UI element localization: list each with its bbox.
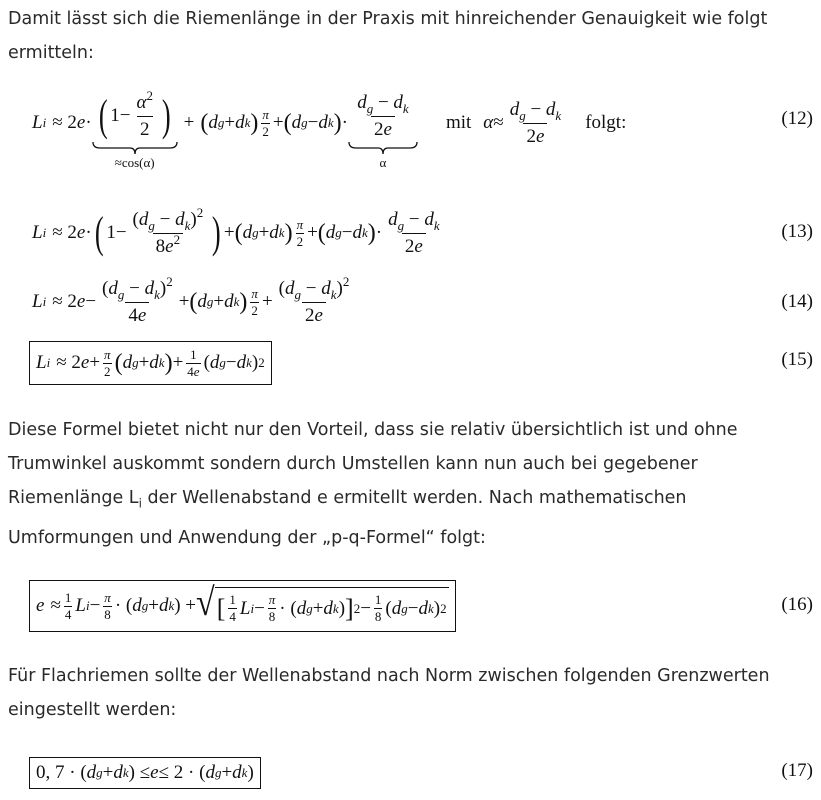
paragraph-intro-line1: Damit lässt sich die Riemenlänge in der Praxis mit hinreichender Genauigkeit wie folgt xyxy=(8,9,768,29)
brace-cos-alpha: ( 1− $\frac{\alpha^2}{2}$ ) ≈cos(α) xyxy=(92,92,178,155)
equation-13: L i ≈ 2 e · ( 1− $\frac{(d_g - d_k)^2}{8e^2}$ ) + ( d g + d k ) $\frac{\pi}{2}$ + ( d g − d k ) · $\frac{d_g - d_k}{2e}$ xyxy=(32,204,440,257)
paragraph-intro xyxy=(8,2,767,70)
equation-number-16: (16) xyxy=(781,594,813,615)
underbrace-icon xyxy=(92,141,178,155)
paragraph-line: eingestellt werden: xyxy=(8,700,177,720)
equation-number-15: (15) xyxy=(781,349,813,370)
equation-number-12: (12) xyxy=(781,108,813,129)
line3-post: der Wellenabstand e ermitellt werden. Nach mathematischen xyxy=(141,488,687,508)
eq12-folgt: folgt: xyxy=(585,112,627,133)
paragraph-intro-line2: ermitteln: xyxy=(8,43,94,63)
equation-15-boxed: L i ≈ 2 e + $\frac{\pi}{2}$ ( d g + d k ) + $\frac{1}{4e}$ ( d g − d k ) 2 xyxy=(29,341,272,385)
brace-label-cos: ≈cos(α) xyxy=(114,154,155,170)
paragraph-line: Diese Formel bietet nicht nur den Vorteil, dass sie relativ übersichtlich ist und ohne xyxy=(8,420,738,440)
paragraph-line: Trumwinkel auskommt sondern durch Umstellen kann nun auch bei gegebener xyxy=(8,454,698,474)
equation-number-17: (17) xyxy=(781,760,813,781)
underbrace-icon xyxy=(348,141,418,155)
line3-sub: i xyxy=(138,496,142,511)
paragraph-line: Umformungen und Anwendung der „p-q-Formel“ folgt: xyxy=(8,527,486,548)
square-root: √ [ $\frac{1}{4}$ L i − $\frac{\pi}{8}$ · ( d g + d k ) ] 2 − $\frac{1}{8}$ ( d g − d k ) 2 xyxy=(196,581,447,625)
brace-alpha: $\frac{d_g - d_k}{2e}$ α xyxy=(348,92,418,155)
paragraph-flat-belt xyxy=(8,659,770,727)
paragraph-line: Für Flachriemen sollte der Wellenabstand nach Norm zwischen folgenden Grenzwerten xyxy=(8,666,770,686)
equation-17-boxed: 0, 7 · ( d g + d k ) ≤ e ≤ 2 · ( d g + d k ) xyxy=(29,757,261,789)
eq12-mit: mit xyxy=(445,112,472,133)
equation-14: L i ≈ 2 e − $\frac{(d_g - d_k)^2}{4e}$ + ( d g + d k ) $\frac{\pi}{2}$ + $\frac{(d_g - d_k)^2}{2e}$ xyxy=(32,273,350,326)
paragraph-line xyxy=(8,481,773,521)
paragraph-formula-advantage xyxy=(8,413,773,555)
equation-number-13: (13) xyxy=(781,221,813,242)
brace-label-alpha: α xyxy=(379,154,387,170)
equation-16-boxed: e ≈ $\frac{1}{4}$ L i − $\frac{\pi}{8}$ · ( d g + d k ) + √ [ $\frac{1}{4}$ L i − $\frac{\pi}{8}$ · ( d g + d k ) ] 2 − $\frac{1}{8}$ ( d g − d k ) 2 xyxy=(29,580,456,632)
equation-12: L i ≈ 2 e · ( 1− $\frac{\alpha^2}{2}$ ) ≈cos(α) + ( d g + d k ) $\frac{\pi}{2}$ + ( d g − d k ) · $\frac{d_g - d_k}{2e}$ α mit α ≈ $\frac{d_g - d_k}{2e}$ folgt: xyxy=(32,87,627,170)
line3-pre: Riemenlänge L xyxy=(8,488,139,508)
equation-number-14: (14) xyxy=(781,291,813,312)
